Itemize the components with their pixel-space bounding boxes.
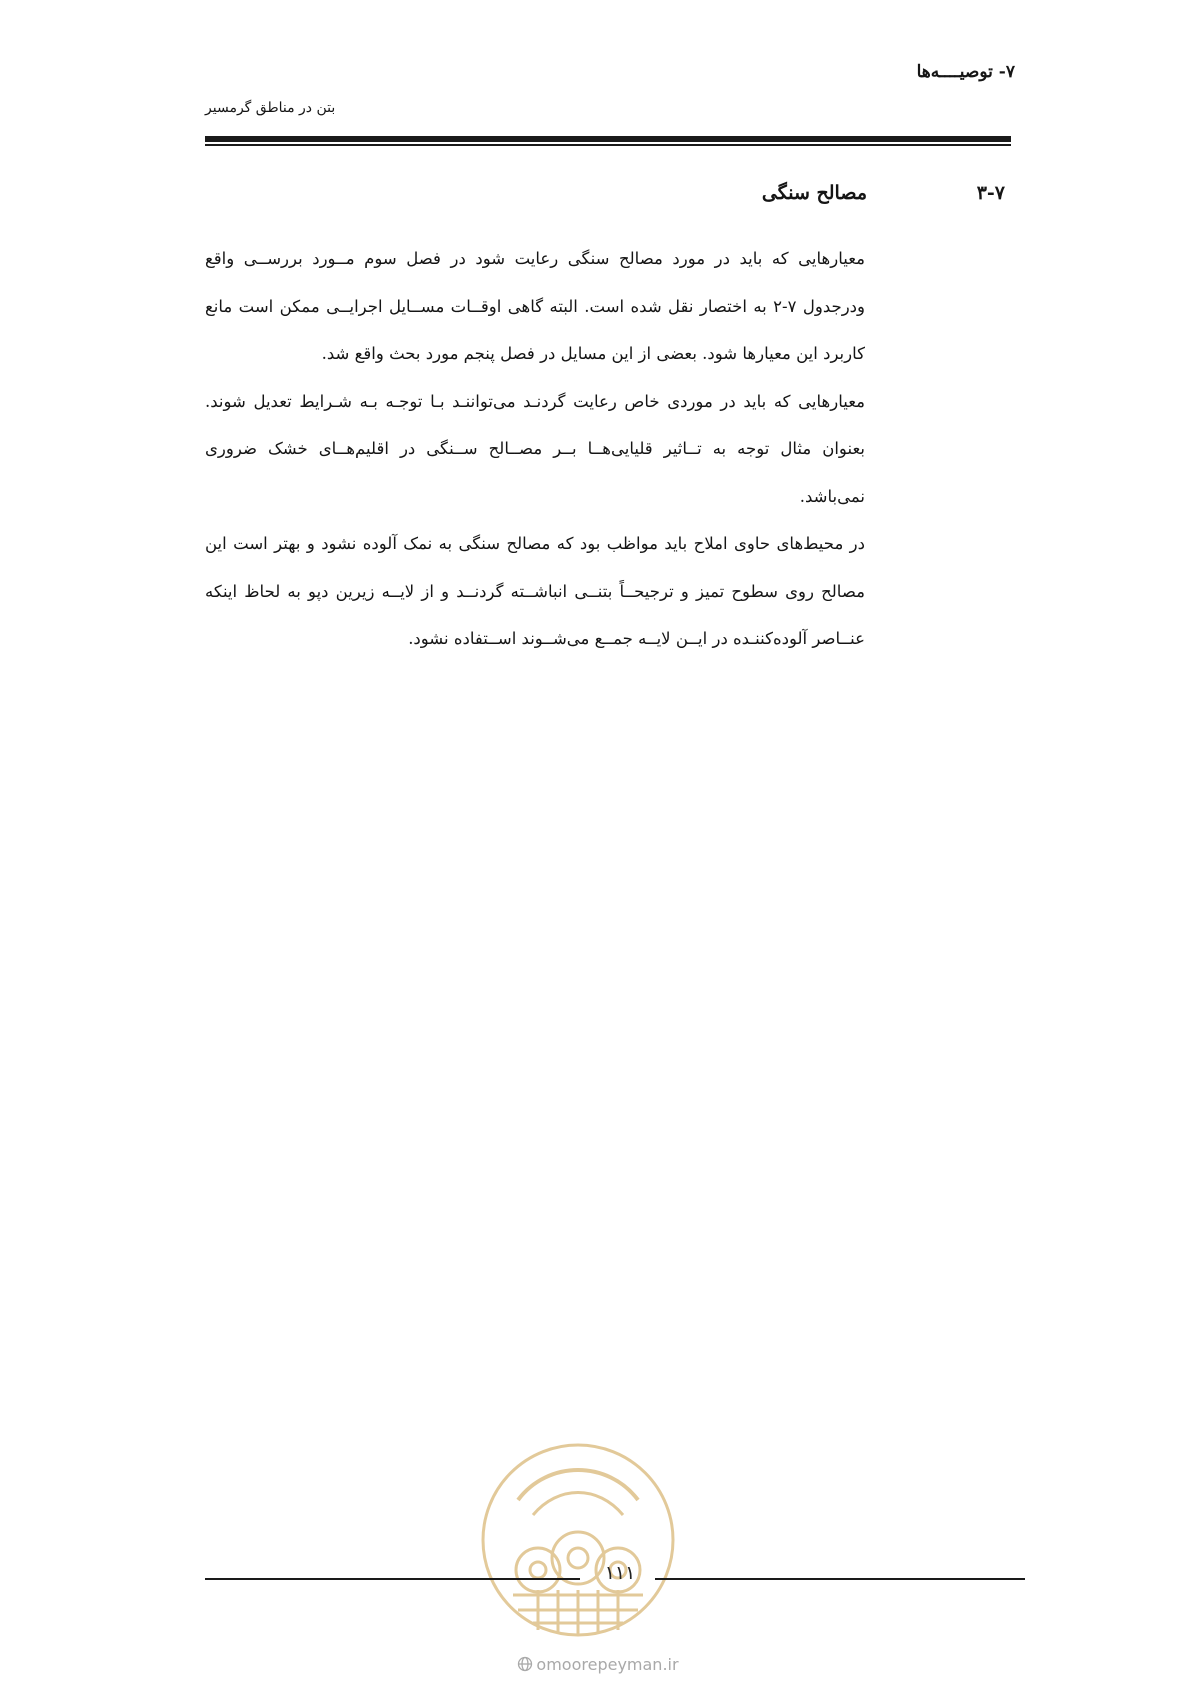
footer-rule [655, 1578, 1025, 1580]
section-number: ۳-۷ [976, 182, 1005, 204]
header-rule-thin [205, 144, 1011, 146]
running-header-chapter: ۷- توصیــــه‌ها [916, 62, 1015, 82]
globe-icon [517, 1656, 533, 1672]
paragraph: در محیط‌های حاوی املاح باید مواظب بود که مصالح سنگی به نمک آلوده نشود و بهتر است این مصالح روی سطوح تمیز و ترجیحــاً بتنــی انباشــته گردنــد و از لایــه زیرین دپو به لحاظ اینکه عنــاصر آلوده‌کننـده در ایــن لایــه جمــع می‌شــوند اســتفاده نشود. [205, 534, 865, 648]
footer-rule [205, 1578, 580, 1580]
section-title: مصالح سنگی [761, 182, 867, 204]
running-header-book-title: بتن در مناطق گرمسیر [205, 100, 336, 116]
body-text [205, 235, 865, 663]
publisher-logo-watermark [478, 1440, 678, 1640]
section-heading-row [205, 182, 1005, 212]
paragraph: معیارهایی که باید در مورد مصالح سنگی رعایت شود در فصل سوم مــورد بررســی واقع ودرجدول ۷-۲ به اختصار نقل شده است. البته گاهی اوقــات مســایل اجرایــی ممکن است مانع کاربرد این معیارها شود. بعضی از این مسایل در فصل پنجم مورد بحث واقع شد. [205, 249, 865, 363]
header-rule-thick [205, 136, 1011, 142]
site-watermark-text: omoorepeyman.ir [536, 1655, 679, 1674]
page-number: ۱۱۱ [604, 1562, 636, 1584]
paragraph: معیارهایی که باید در موردی خاص رعایت گردنـد می‌تواننـد بـا توجـه بـه شـرایط تعدیل شوند. بعنوان مثال توجه به تــاثیر قلیایی‌هــا بــر مصــالح ســنگی در اقلیم‌هــای خشک ضروری نمی‌باشد. [205, 391, 865, 506]
site-watermark [488, 1655, 708, 1674]
